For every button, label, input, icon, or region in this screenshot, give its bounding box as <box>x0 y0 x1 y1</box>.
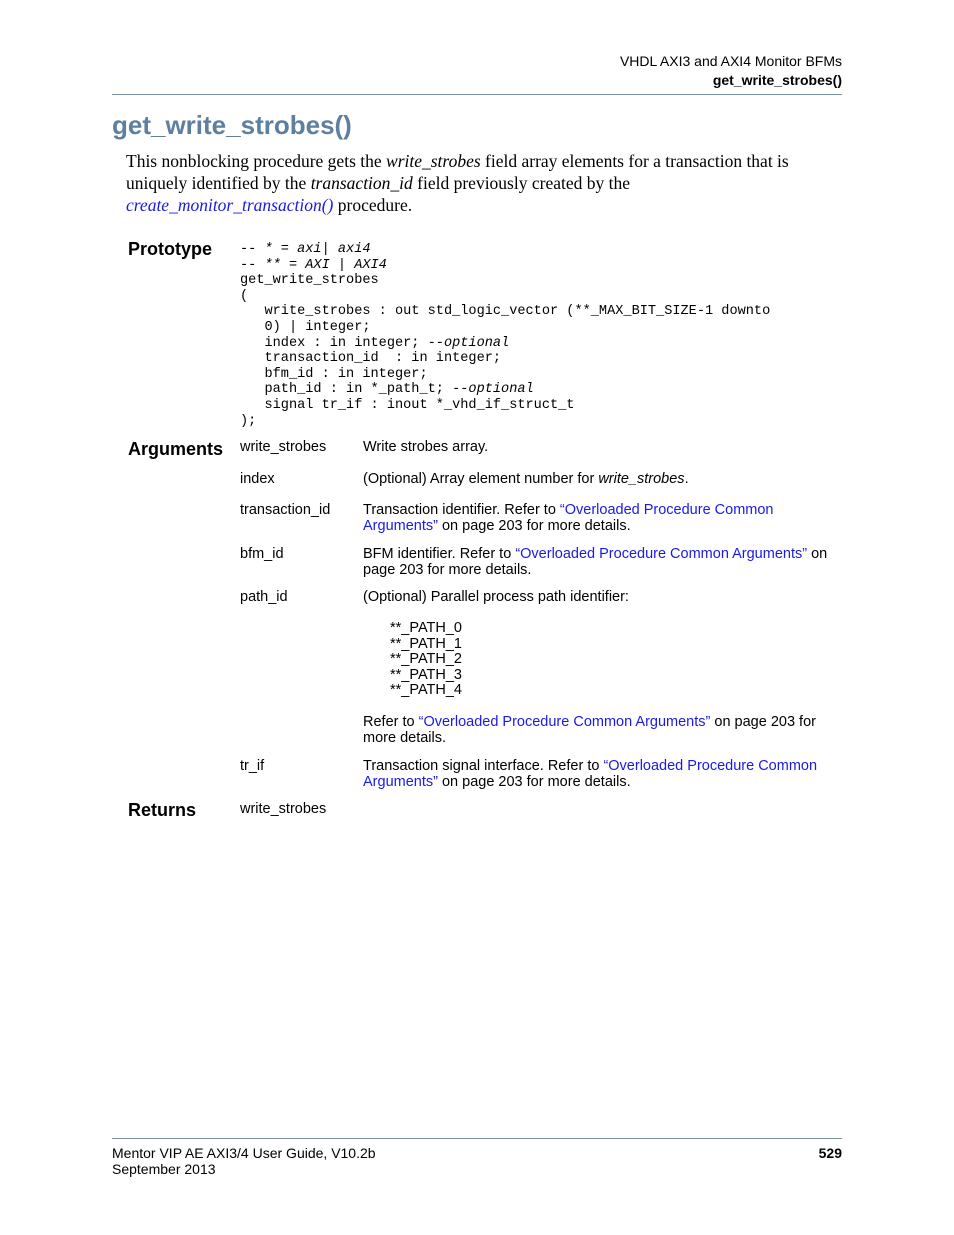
path-id-values-list <box>390 621 462 699</box>
footer-date: September 2013 <box>112 1161 216 1177</box>
header-rule <box>112 94 842 95</box>
path-value-4: **_PATH_4 <box>390 682 462 699</box>
bfm-id-common-args-link[interactable]: “Overloaded Procedure Common Arguments” <box>515 546 808 562</box>
code-line-10: path_id : in *_path_t; <box>240 382 453 398</box>
arg-name-transaction-id: transaction_id <box>240 502 331 518</box>
transaction-id-common-args-link[interactable]: “Overloaded Procedure Common Arguments” <box>363 502 774 534</box>
intro-text-1: This nonblocking procedure gets the <box>126 151 387 171</box>
arg-desc-index-end: . <box>684 471 689 487</box>
code-line-5: write_strobes : out std_logic_vector (**_MAX_BIT_SIZE-1 downto <box>240 304 771 320</box>
arg-desc-bfm-id-text: BFM identifier. Refer to <box>363 546 516 562</box>
arg-desc-transaction-id-text: Transaction identifier. Refer to <box>363 502 560 518</box>
page-title: get_write_strobes() <box>112 110 352 140</box>
prototype-heading: Prototype <box>128 239 213 259</box>
footer-rule <box>112 1138 842 1139</box>
intro-text-4: procedure. <box>333 195 413 215</box>
arg-desc-index <box>363 472 843 488</box>
code-line-4: ( <box>240 288 249 304</box>
arg-name-path-id: path_id <box>240 589 288 605</box>
footer-page-number: 529 <box>818 1145 842 1161</box>
path-value-1: **_PATH_1 <box>390 635 462 652</box>
code-line-7-comment: --optional <box>427 335 510 351</box>
arg-desc-tr-if-end: on page 203 for more details. <box>437 773 631 790</box>
arg-name-index: index <box>240 471 275 487</box>
arg-desc-path-id-refer <box>363 715 843 746</box>
arg-name-bfm-id: bfm_id <box>240 546 284 562</box>
returns-heading: Returns <box>128 800 197 820</box>
path-id-common-args-link[interactable]: “Overloaded Procedure Common Arguments” <box>418 714 711 730</box>
intro-italic-2: transaction_id <box>310 173 413 193</box>
running-header-chapter: VHDL AXI3 and AXI4 Monitor BFMs <box>619 53 842 69</box>
returns-value: write_strobes <box>240 801 327 817</box>
arg-desc-tr-if-text: Transaction signal interface. Refer to <box>363 758 604 774</box>
path-value-0: **_PATH_0 <box>390 620 462 636</box>
path-id-refer-text: Refer to <box>363 714 419 730</box>
arg-desc-write-strobes: Write strobes array. <box>363 439 489 455</box>
prototype-code-block <box>240 242 770 429</box>
create-monitor-transaction-link[interactable]: create_monitor_transaction() <box>126 195 334 215</box>
intro-text-2: field array elements for a transaction that is uniquely identified by the <box>126 151 789 193</box>
code-line-7: index : in integer; <box>240 335 428 351</box>
arg-desc-tr-if <box>363 759 843 790</box>
code-line-8: transaction_id : in integer; <box>240 351 502 367</box>
arg-desc-path-id: (Optional) Parallel process path identifier: <box>363 589 629 605</box>
intro-text-3: field previously created by the <box>412 173 630 193</box>
arg-desc-transaction-id-end: on page 203 for more details. <box>437 517 631 534</box>
arguments-heading: Arguments <box>128 439 224 459</box>
arg-desc-bfm-id-end: on page 203 for more details. <box>363 546 828 578</box>
footer-doc-title: Mentor VIP AE AXI3/4 User Guide, V10.2b <box>112 1145 376 1161</box>
path-value-2: **_PATH_2 <box>390 651 462 668</box>
arg-name-write-strobes: write_strobes <box>240 439 327 455</box>
arg-name-tr-if: tr_if <box>240 758 265 774</box>
arg-desc-bfm-id <box>363 547 843 578</box>
intro-paragraph <box>126 150 842 216</box>
path-value-3: **_PATH_3 <box>390 666 462 683</box>
code-line-10-comment: --optional <box>452 382 534 398</box>
arg-desc-index-italic: write_strobes <box>598 471 685 487</box>
code-comment-1: -- * = axi| axi4 <box>240 242 371 257</box>
tr-if-common-args-link[interactable]: “Overloaded Procedure Common Arguments” <box>363 758 818 790</box>
code-line-6: 0) | integer; <box>240 319 371 335</box>
code-line-11: signal tr_if : inout *_vhd_if_struct_t <box>240 397 575 413</box>
arg-desc-transaction-id <box>363 503 843 534</box>
running-header-section: get_write_strobes() <box>712 72 842 88</box>
path-id-refer-end: on page 203 for more details. <box>363 714 816 746</box>
code-line-9: bfm_id : in integer; <box>240 366 428 382</box>
arg-desc-index-text: (Optional) Array element number for <box>363 471 599 487</box>
code-line-3: get_write_strobes <box>240 273 379 289</box>
code-comment-2: -- ** = AXI | AXI4 <box>240 257 387 273</box>
intro-italic-1: write_strobes <box>386 151 481 171</box>
code-line-12: ); <box>240 413 257 429</box>
